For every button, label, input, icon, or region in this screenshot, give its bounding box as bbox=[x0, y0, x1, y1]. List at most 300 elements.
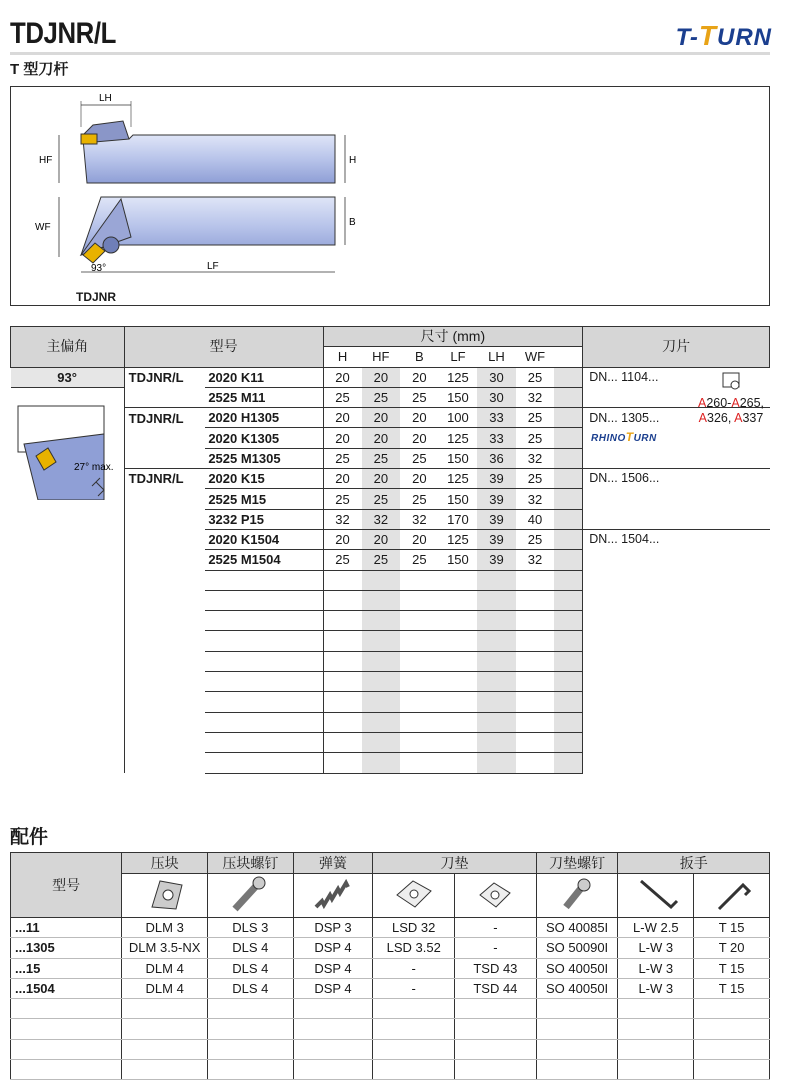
acc-clamp-cell: DLM 4 bbox=[122, 978, 208, 998]
dim-hf-cell bbox=[362, 590, 401, 610]
acc-clamp-screw-cell: DLS 4 bbox=[208, 938, 294, 958]
insert-cell bbox=[583, 489, 770, 509]
dim-wf-cell: 25 bbox=[516, 529, 555, 549]
acc-shim2-cell bbox=[455, 1060, 537, 1080]
acc-spring-cell bbox=[293, 999, 373, 1019]
dim-spacer-cell bbox=[554, 550, 582, 570]
dim-h-cell: 20 bbox=[323, 469, 362, 489]
table-row bbox=[11, 509, 770, 529]
dim-lh-cell bbox=[477, 692, 516, 712]
dim-wf-cell bbox=[516, 672, 555, 692]
table-row bbox=[11, 631, 770, 651]
acc-shim1-cell: - bbox=[373, 978, 455, 998]
acc-shim-screw-cell: SO 40050I bbox=[536, 958, 618, 978]
dim-spacer-cell bbox=[554, 631, 582, 651]
dim-h-cell bbox=[323, 651, 362, 671]
col-b: B bbox=[400, 347, 439, 367]
dim-lf-cell bbox=[439, 732, 478, 752]
insert-info bbox=[692, 370, 770, 426]
acc-shim2-cell bbox=[455, 1019, 537, 1039]
dim-wf-cell: 25 bbox=[516, 408, 555, 428]
side-angle-label: 27° max. bbox=[74, 462, 114, 473]
dim-spacer-cell bbox=[554, 529, 582, 549]
acc-row bbox=[11, 1019, 770, 1039]
acc-shim1-cell bbox=[373, 999, 455, 1019]
dim-lh-cell: 39 bbox=[477, 489, 516, 509]
series-cell bbox=[124, 529, 205, 549]
acc-shim2-cell: TSD 44 bbox=[455, 978, 537, 998]
series-cell bbox=[124, 732, 205, 752]
dim-lh-cell bbox=[477, 753, 516, 773]
model-cell: 2020 K11 bbox=[205, 367, 323, 387]
series-cell: TDJNR/L bbox=[128, 369, 184, 385]
dim-b-cell bbox=[400, 753, 439, 773]
dim-wf-cell: 40 bbox=[516, 509, 555, 529]
model-cell bbox=[205, 692, 323, 712]
insert-cell bbox=[583, 590, 770, 610]
acc-wrench2-cell bbox=[694, 999, 770, 1019]
dim-lf-cell bbox=[439, 590, 478, 610]
series-cell: TDJNR/L bbox=[128, 471, 184, 487]
dim-hf-cell: 32 bbox=[362, 509, 401, 529]
dim-spacer-cell bbox=[554, 387, 582, 407]
acc-wrench1-cell: L-W 3 bbox=[618, 958, 694, 978]
dim-hf-cell: 20 bbox=[362, 529, 401, 549]
table-row bbox=[11, 590, 770, 610]
dim-wf-cell bbox=[516, 732, 555, 752]
dim-lh-cell: 39 bbox=[477, 509, 516, 529]
dim-hf-cell bbox=[362, 651, 401, 671]
dim-lf-cell bbox=[439, 651, 478, 671]
col-dims: 尺寸 (mm) bbox=[323, 327, 583, 347]
acc-shim2-cell: - bbox=[455, 918, 537, 938]
model-cell bbox=[205, 672, 323, 692]
insert-codes: A260-A265, A326, A337 bbox=[697, 396, 765, 425]
series-cell bbox=[124, 428, 205, 448]
acc-row bbox=[11, 958, 770, 978]
acc-spring-cell bbox=[293, 1060, 373, 1080]
dim-wf-cell: 32 bbox=[516, 387, 555, 407]
acc-clamp-screw-cell: DLS 3 bbox=[208, 918, 294, 938]
dim-hf-cell bbox=[362, 611, 401, 631]
angle-spacer bbox=[11, 611, 125, 631]
dim-h-cell: 20 bbox=[323, 529, 362, 549]
page-subtitle: T 型刀杆 bbox=[10, 61, 69, 78]
series-cell bbox=[124, 448, 205, 468]
dim-lf-cell: 125 bbox=[439, 428, 478, 448]
angle-spacer bbox=[11, 550, 125, 570]
dim-b-cell bbox=[400, 570, 439, 590]
dim-hf-cell: 20 bbox=[362, 469, 401, 489]
dim-lh-cell: 33 bbox=[477, 408, 516, 428]
acc-shim-screw-cell bbox=[536, 1039, 618, 1059]
acc-shim1-cell: - bbox=[373, 958, 455, 978]
acc-clamp-cell bbox=[122, 999, 208, 1019]
insert-cell: DN... 1504... bbox=[589, 532, 660, 547]
acc-wrench2-cell: T 15 bbox=[694, 978, 770, 998]
series-cell bbox=[124, 651, 205, 671]
dim-h-cell: 20 bbox=[323, 408, 362, 428]
dim-h-cell: 25 bbox=[323, 448, 362, 468]
dim-lh-cell bbox=[477, 570, 516, 590]
dim-h-cell: 20 bbox=[323, 428, 362, 448]
dim-hf-cell: 25 bbox=[362, 448, 401, 468]
shim-icon-1 bbox=[373, 874, 455, 918]
table-row bbox=[11, 611, 770, 631]
dim-lf-cell: 125 bbox=[439, 469, 478, 489]
dim-h-cell: 32 bbox=[323, 509, 362, 529]
col-hf: HF bbox=[362, 347, 401, 367]
acc-col-clamp-screw: 压块螺钉 bbox=[208, 853, 294, 874]
model-cell bbox=[205, 590, 323, 610]
acc-wrench2-cell: T 15 bbox=[694, 958, 770, 978]
insert-cell bbox=[583, 672, 770, 692]
dim-spacer-cell bbox=[554, 611, 582, 631]
label-h: H bbox=[349, 155, 357, 166]
dim-lh-cell: 30 bbox=[477, 367, 516, 387]
acc-wrench2-cell: T 15 bbox=[694, 918, 770, 938]
shim-icon-2 bbox=[455, 874, 537, 918]
table-row bbox=[11, 529, 770, 549]
angle-spacer bbox=[11, 570, 125, 590]
acc-wrench1-cell bbox=[618, 1019, 694, 1039]
acc-clamp-cell bbox=[122, 1060, 208, 1080]
table-row bbox=[11, 489, 770, 509]
table-row bbox=[11, 651, 770, 671]
acc-row bbox=[11, 918, 770, 938]
dim-b-cell: 20 bbox=[400, 428, 439, 448]
dim-b-cell bbox=[400, 732, 439, 752]
dim-hf-cell bbox=[362, 570, 401, 590]
acc-row bbox=[11, 1039, 770, 1059]
col-lf: LF bbox=[439, 347, 478, 367]
acc-model-cell: ...11 bbox=[11, 918, 122, 938]
dim-h-cell: 25 bbox=[323, 550, 362, 570]
dim-b-cell: 25 bbox=[400, 489, 439, 509]
label-b: B bbox=[349, 217, 356, 228]
acc-col-wrench: 扳手 bbox=[618, 853, 770, 874]
table-row bbox=[11, 712, 770, 732]
dim-b-cell bbox=[400, 692, 439, 712]
dim-wf-cell bbox=[516, 631, 555, 651]
dim-lh-cell bbox=[477, 631, 516, 651]
acc-row bbox=[11, 999, 770, 1019]
dim-lf-cell: 170 bbox=[439, 509, 478, 529]
angle-spacer bbox=[11, 651, 125, 671]
spring-icon bbox=[293, 874, 373, 918]
accessories-table bbox=[10, 852, 770, 1080]
dim-lf-cell bbox=[439, 712, 478, 732]
dim-hf-cell: 25 bbox=[362, 550, 401, 570]
angle-spacer bbox=[11, 732, 125, 752]
insert-cell bbox=[583, 509, 770, 529]
clamp-screw-icon bbox=[208, 874, 294, 918]
model-cell bbox=[205, 570, 323, 590]
dim-h-cell bbox=[323, 590, 362, 610]
acc-shim-screw-cell: SO 40085I bbox=[536, 918, 618, 938]
acc-model-cell bbox=[11, 1060, 122, 1080]
acc-wrench1-cell: L-W 2.5 bbox=[618, 918, 694, 938]
dim-lf-cell bbox=[439, 570, 478, 590]
model-cell bbox=[205, 651, 323, 671]
t-turn-logo: T-TURN bbox=[675, 20, 772, 51]
model-cell bbox=[205, 611, 323, 631]
dim-hf-cell bbox=[362, 712, 401, 732]
dim-h-cell bbox=[323, 692, 362, 712]
dim-spacer-cell bbox=[554, 367, 582, 387]
dim-lh-cell: 39 bbox=[477, 529, 516, 549]
dim-b-cell: 20 bbox=[400, 469, 439, 489]
dim-b-cell: 20 bbox=[400, 408, 439, 428]
insert-cell bbox=[583, 753, 770, 773]
table-row bbox=[11, 692, 770, 712]
acc-shim-screw-cell bbox=[536, 1019, 618, 1039]
acc-clamp-cell: DLM 3.5-NX bbox=[122, 938, 208, 958]
dim-hf-cell bbox=[362, 631, 401, 651]
dim-hf-cell: 25 bbox=[362, 387, 401, 407]
acc-wrench1-cell: L-W 3 bbox=[618, 938, 694, 958]
angle-illustration bbox=[14, 404, 120, 500]
acc-model-cell bbox=[11, 1039, 122, 1059]
acc-shim1-cell: LSD 3.52 bbox=[373, 938, 455, 958]
acc-col-model: 型号 bbox=[11, 853, 122, 918]
angle-cell: 93° bbox=[11, 367, 125, 387]
dim-wf-cell bbox=[516, 570, 555, 590]
dim-lf-cell: 150 bbox=[439, 448, 478, 468]
acc-clamp-screw-cell bbox=[208, 1060, 294, 1080]
dim-spacer-cell bbox=[554, 712, 582, 732]
acc-spring-cell bbox=[293, 1019, 373, 1039]
dim-wf-cell bbox=[516, 590, 555, 610]
angle-spacer bbox=[11, 631, 125, 651]
dim-lh-cell: 36 bbox=[477, 448, 516, 468]
dim-hf-cell: 20 bbox=[362, 408, 401, 428]
series-cell bbox=[124, 692, 205, 712]
tool-holder-drawing bbox=[11, 87, 768, 304]
label-wf: WF bbox=[35, 222, 51, 233]
dim-b-cell bbox=[400, 651, 439, 671]
dim-b-cell: 25 bbox=[400, 448, 439, 468]
insert-cell bbox=[583, 631, 770, 651]
acc-model-cell bbox=[11, 1019, 122, 1039]
model-cell: 2525 M11 bbox=[205, 387, 323, 407]
dim-h-cell bbox=[323, 712, 362, 732]
dim-hf-cell bbox=[362, 753, 401, 773]
dim-lf-cell: 150 bbox=[439, 550, 478, 570]
series-cell bbox=[124, 387, 205, 407]
series-cell: TDJNR/L bbox=[128, 410, 184, 426]
acc-shim2-cell: - bbox=[455, 938, 537, 958]
label-hf: HF bbox=[39, 155, 53, 166]
acc-spring-cell: DSP 4 bbox=[293, 978, 373, 998]
dim-h-cell bbox=[323, 611, 362, 631]
acc-clamp-screw-cell bbox=[208, 999, 294, 1019]
dim-hf-cell bbox=[362, 672, 401, 692]
acc-wrench1-cell: L-W 3 bbox=[618, 978, 694, 998]
insert-cell bbox=[583, 570, 770, 590]
rhino-turn-logo: RHINOTURN bbox=[591, 430, 657, 444]
acc-spring-cell: DSP 3 bbox=[293, 918, 373, 938]
series-cell bbox=[124, 631, 205, 651]
dim-lf-cell: 125 bbox=[439, 529, 478, 549]
model-cell: 2020 K1504 bbox=[205, 529, 323, 549]
dim-wf-cell: 25 bbox=[516, 428, 555, 448]
model-cell bbox=[205, 712, 323, 732]
dim-h-cell bbox=[323, 570, 362, 590]
acc-shim1-cell bbox=[373, 1019, 455, 1039]
dim-b-cell: 20 bbox=[400, 367, 439, 387]
dim-b-cell bbox=[400, 712, 439, 732]
dim-b-cell: 32 bbox=[400, 509, 439, 529]
dim-wf-cell bbox=[516, 611, 555, 631]
dim-b-cell bbox=[400, 590, 439, 610]
acc-col-clamp: 压块 bbox=[122, 853, 208, 874]
table-row bbox=[11, 448, 770, 468]
acc-wrench2-cell: T 20 bbox=[694, 938, 770, 958]
dim-h-cell: 20 bbox=[323, 367, 362, 387]
insert-cell bbox=[583, 448, 770, 468]
insert-cell: DN... 1104... bbox=[589, 369, 659, 384]
series-cell bbox=[124, 590, 205, 610]
dim-spacer-cell bbox=[554, 509, 582, 529]
table-row bbox=[11, 732, 770, 752]
drawing-caption: TDJNR bbox=[76, 290, 117, 304]
acc-wrench1-cell bbox=[618, 1060, 694, 1080]
dim-lf-cell bbox=[439, 672, 478, 692]
acc-col-spring: 弹簧 bbox=[293, 853, 373, 874]
dim-wf-cell bbox=[516, 692, 555, 712]
hex-wrench-icon bbox=[618, 874, 694, 918]
dim-lf-cell bbox=[439, 611, 478, 631]
dim-spacer-cell bbox=[554, 469, 582, 489]
acc-shim-screw-cell bbox=[536, 1060, 618, 1080]
dim-h-cell: 25 bbox=[323, 387, 362, 407]
dim-b-cell bbox=[400, 631, 439, 651]
model-cell bbox=[205, 753, 323, 773]
model-cell: 2020 H1305 bbox=[205, 408, 323, 428]
acc-shim1-cell bbox=[373, 1060, 455, 1080]
series-cell bbox=[124, 672, 205, 692]
acc-clamp-cell: DLM 3 bbox=[122, 918, 208, 938]
series-cell bbox=[124, 712, 205, 732]
dim-b-cell: 20 bbox=[400, 529, 439, 549]
acc-model-cell: ...1504 bbox=[11, 978, 122, 998]
col-insert: 刀片 bbox=[583, 327, 770, 368]
magnifier-icon bbox=[720, 370, 742, 392]
dim-spacer-cell bbox=[554, 489, 582, 509]
acc-spring-cell bbox=[293, 1039, 373, 1059]
dim-lh-cell bbox=[477, 590, 516, 610]
col-wf: WF bbox=[516, 347, 555, 367]
acc-wrench2-cell bbox=[694, 1060, 770, 1080]
dim-lh-cell: 33 bbox=[477, 428, 516, 448]
dim-h-cell bbox=[323, 672, 362, 692]
acc-model-cell: ...15 bbox=[11, 958, 122, 978]
angle-spacer bbox=[11, 692, 125, 712]
table-row bbox=[11, 387, 770, 407]
dim-spacer-cell bbox=[554, 753, 582, 773]
dim-spacer-cell bbox=[554, 672, 582, 692]
model-cell: 2020 K15 bbox=[205, 469, 323, 489]
dim-wf-cell bbox=[516, 753, 555, 773]
table-row bbox=[11, 753, 770, 773]
angle-spacer bbox=[11, 529, 125, 549]
dim-lf-cell: 100 bbox=[439, 408, 478, 428]
clamp-icon bbox=[122, 874, 208, 918]
acc-model-cell bbox=[11, 999, 122, 1019]
dim-h-cell bbox=[323, 753, 362, 773]
series-cell bbox=[124, 509, 205, 529]
dim-wf-cell bbox=[516, 712, 555, 732]
dim-lh-cell: 39 bbox=[477, 469, 516, 489]
acc-shim-screw-cell: SO 50090I bbox=[536, 938, 618, 958]
insert-cell bbox=[583, 712, 770, 732]
table-row bbox=[11, 469, 770, 489]
label-lf: LF bbox=[207, 261, 219, 272]
angle-spacer bbox=[11, 672, 125, 692]
dim-wf-cell: 25 bbox=[516, 469, 555, 489]
dim-lf-cell: 150 bbox=[439, 489, 478, 509]
series-cell bbox=[124, 550, 205, 570]
acc-clamp-screw-cell bbox=[208, 1039, 294, 1059]
acc-shim2-cell bbox=[455, 999, 537, 1019]
col-angle: 主偏角 bbox=[11, 327, 125, 368]
dim-wf-cell bbox=[516, 651, 555, 671]
angle-spacer bbox=[11, 509, 125, 529]
col-model: 型号 bbox=[124, 327, 323, 368]
dim-lf-cell: 150 bbox=[439, 387, 478, 407]
series-cell bbox=[124, 753, 205, 773]
dim-wf-cell: 32 bbox=[516, 550, 555, 570]
acc-wrench1-cell bbox=[618, 1039, 694, 1059]
acc-clamp-cell: DLM 4 bbox=[122, 958, 208, 978]
dim-lf-cell bbox=[439, 753, 478, 773]
dim-spacer-cell bbox=[554, 590, 582, 610]
acc-clamp-screw-cell: DLS 4 bbox=[208, 958, 294, 978]
tool-drawing-box bbox=[10, 86, 770, 306]
dim-lf-cell bbox=[439, 692, 478, 712]
acc-row bbox=[11, 978, 770, 998]
acc-col-shim-screw: 刀垫螺钉 bbox=[536, 853, 618, 874]
table-row bbox=[11, 550, 770, 570]
dim-hf-cell bbox=[362, 692, 401, 712]
dim-spacer-cell bbox=[554, 651, 582, 671]
shim-screw-icon bbox=[536, 874, 618, 918]
series-cell bbox=[124, 489, 205, 509]
model-cell bbox=[205, 732, 323, 752]
dim-b-cell bbox=[400, 611, 439, 631]
acc-row bbox=[11, 1060, 770, 1080]
dim-h-cell bbox=[323, 631, 362, 651]
dim-spacer-cell bbox=[554, 732, 582, 752]
dim-lf-cell bbox=[439, 631, 478, 651]
acc-wrench2-cell bbox=[694, 1019, 770, 1039]
dim-lh-cell bbox=[477, 672, 516, 692]
dim-lh-cell bbox=[477, 712, 516, 732]
dim-b-cell bbox=[400, 672, 439, 692]
dim-hf-cell: 25 bbox=[362, 489, 401, 509]
insert-cell: DN... 1506... bbox=[589, 471, 660, 486]
dim-spacer-cell bbox=[554, 570, 582, 590]
acc-shim2-cell: TSD 43 bbox=[455, 958, 537, 978]
angle-spacer bbox=[11, 712, 125, 732]
insert-cell bbox=[583, 732, 770, 752]
dim-spacer-cell bbox=[554, 448, 582, 468]
angle-spacer bbox=[11, 590, 125, 610]
title-rule bbox=[10, 52, 770, 55]
acc-wrench2-cell bbox=[694, 1039, 770, 1059]
model-cell: 2525 M15 bbox=[205, 489, 323, 509]
